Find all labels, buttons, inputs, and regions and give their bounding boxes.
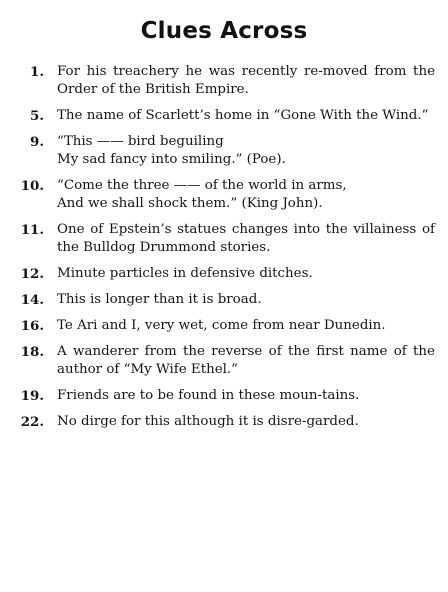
clue-number: 5. xyxy=(30,108,44,124)
clue-number: 16. xyxy=(20,318,44,334)
clue-item xyxy=(0,265,448,283)
clue-item xyxy=(0,343,448,379)
clue-text: “Come the three —— of the world in arms, xyxy=(57,178,347,193)
clue-text: No dirge for this although it is disre-garded. xyxy=(57,414,359,429)
clue-item xyxy=(0,107,448,125)
clue-text: Te Ari and I, very wet, come from near Dunedin. xyxy=(57,318,386,333)
clue-number: 12. xyxy=(20,266,44,282)
clue-number: 19. xyxy=(20,388,44,404)
clue-number: 1. xyxy=(30,64,44,80)
clue-item xyxy=(0,291,448,309)
clue-text: A wanderer from the reverse of the first name of the author of “My Wife Ethel.” xyxy=(57,344,435,377)
clue-text: For his treachery he was recently re-moved from the Order of the British Empire. xyxy=(57,64,435,97)
clue-item xyxy=(0,221,448,257)
clue-number: 11. xyxy=(20,222,44,238)
clue-text xyxy=(57,133,435,151)
clue-number: 10. xyxy=(20,178,44,194)
clue-item xyxy=(0,317,448,335)
page-title: Clues Across xyxy=(140,18,308,44)
clue-text: Friends are to be found in these moun-tains. xyxy=(57,388,360,403)
clue-text: This is longer than it is broad. xyxy=(57,292,262,307)
clue-item xyxy=(0,133,448,169)
clue-number: 14. xyxy=(20,292,44,308)
clue-item xyxy=(0,413,448,431)
clue-item xyxy=(0,63,448,99)
clue-text-line: “This —— bird beguiling xyxy=(57,134,224,149)
clue-text: The name of Scarlett’s home in “Gone With the Wind.” xyxy=(57,108,429,123)
clues-list xyxy=(0,63,448,439)
clue-number: 9. xyxy=(30,134,44,150)
clue-number: 22. xyxy=(20,414,44,430)
clue-number: 18. xyxy=(20,344,44,360)
clue-item xyxy=(0,177,448,213)
clue-text: Minute particles in defensive ditches. xyxy=(57,266,313,281)
clue-text-continuation: My sad fancy into smiling.” (Poe). xyxy=(57,152,286,167)
clue-text-continuation: And we shall shock them.” (King John). xyxy=(57,196,323,211)
clue-item xyxy=(0,387,448,405)
clue-text: One of Epstein’s statues changes into the villainess of the Bulldog Drummond stories. xyxy=(57,222,435,255)
